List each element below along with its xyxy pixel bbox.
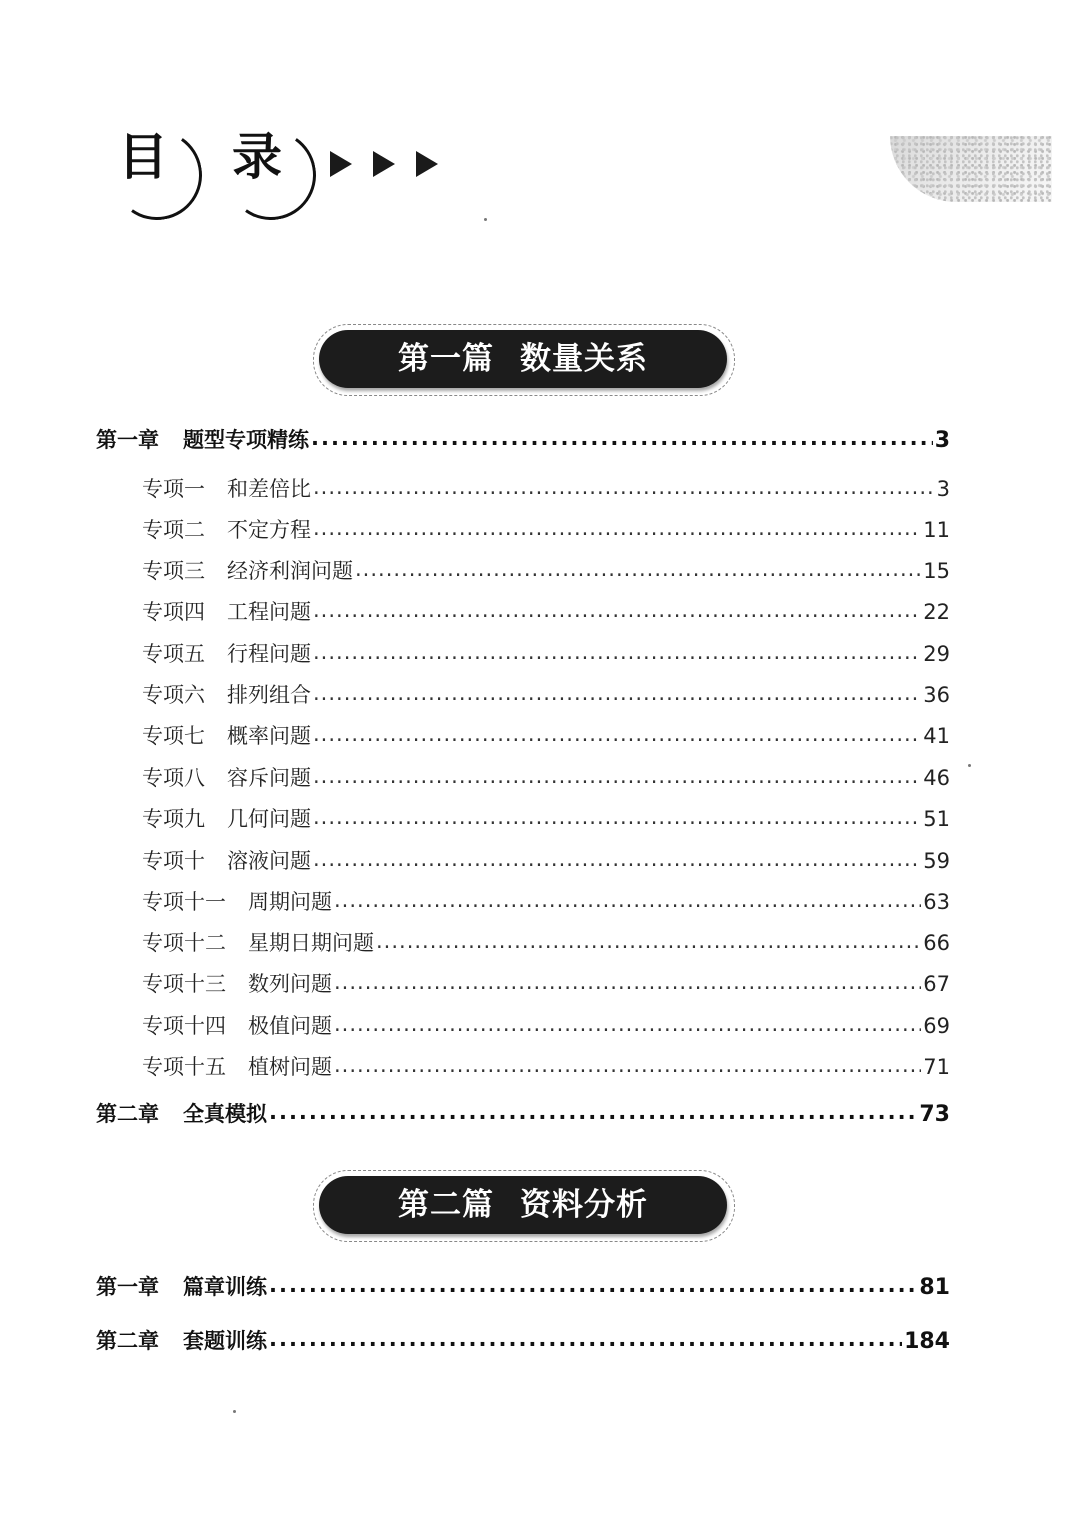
page-number: 69	[923, 1014, 950, 1038]
toc-item-row[interactable]	[142, 596, 950, 626]
toc-chapter-row[interactable]	[96, 424, 950, 454]
chapter-number: 第二章	[96, 1102, 159, 1126]
page-number: 71	[923, 1055, 950, 1079]
part-banner	[313, 324, 735, 396]
toc-item-row[interactable]	[142, 1010, 950, 1040]
toc-item-row[interactable]	[142, 1051, 950, 1081]
page-number: 184	[904, 1329, 950, 1354]
part-number: 第二篇	[398, 1187, 494, 1223]
dot-leader	[313, 805, 921, 829]
item-number: 专项十一	[142, 890, 226, 914]
item-number: 专项六	[142, 683, 205, 707]
item-number: 专项十五	[142, 1055, 226, 1079]
chapter-title: 篇章训练	[183, 1275, 267, 1299]
dot-leader	[313, 764, 921, 788]
item-number: 专项十四	[142, 1014, 226, 1038]
dot-leader	[376, 929, 921, 953]
page-number: 73	[919, 1102, 950, 1127]
toc-item-row[interactable]	[142, 514, 950, 544]
toc-item-row[interactable]	[142, 720, 950, 750]
toc-item-row[interactable]	[142, 803, 950, 833]
chapter-title: 题型专项精练	[183, 428, 309, 452]
part-banner-label	[319, 1176, 727, 1234]
corner-texture-decoration	[890, 136, 1052, 202]
page-number: 41	[923, 724, 950, 748]
page-number: 36	[923, 683, 950, 707]
item-title: 工程问题	[227, 600, 311, 624]
arrow-right-icon	[330, 151, 352, 177]
item-number: 专项七	[142, 724, 205, 748]
item-title: 行程问题	[227, 642, 311, 666]
page-number: 66	[923, 931, 950, 955]
page-number: 51	[923, 807, 950, 831]
part-banner-label	[319, 330, 727, 388]
toc-chapter-row[interactable]	[96, 1098, 950, 1128]
chapter-title: 全真模拟	[183, 1102, 267, 1126]
item-title: 几何问题	[227, 807, 311, 831]
item-title: 概率问题	[227, 724, 311, 748]
toc-item-row[interactable]	[142, 555, 950, 585]
item-title: 排列组合	[227, 683, 311, 707]
item-title: 周期问题	[248, 890, 332, 914]
chapter-number: 第一章	[96, 428, 159, 452]
dot-leader	[269, 1327, 902, 1351]
dot-leader	[334, 1053, 921, 1077]
item-number: 专项八	[142, 766, 205, 790]
scan-speck	[484, 218, 487, 221]
item-title: 数列问题	[248, 972, 332, 996]
page-number: 15	[923, 559, 950, 583]
scan-speck	[233, 1410, 236, 1413]
item-title: 不定方程	[227, 518, 311, 542]
arrow-right-icon	[373, 151, 395, 177]
part-banner	[313, 1170, 735, 1242]
item-title: 经济利润问题	[227, 559, 353, 583]
part-title: 数量关系	[520, 341, 648, 377]
toc-item-row[interactable]	[142, 762, 950, 792]
scan-speck	[968, 764, 971, 767]
page-title-char-2: 录	[232, 128, 282, 186]
dot-leader	[334, 970, 921, 994]
page-number: 3	[936, 477, 950, 501]
dot-leader	[334, 1012, 921, 1036]
page-number: 29	[923, 642, 950, 666]
toc-item-row[interactable]	[142, 927, 950, 957]
page-number: 81	[919, 1275, 950, 1300]
toc-chapter-row[interactable]	[96, 1271, 950, 1301]
part-title: 资料分析	[520, 1187, 648, 1223]
dot-leader	[313, 847, 921, 871]
chapter-number: 第二章	[96, 1329, 159, 1353]
item-number: 专项十三	[142, 972, 226, 996]
dot-leader	[334, 888, 921, 912]
page-number: 11	[923, 518, 950, 542]
item-title: 和差倍比	[227, 477, 311, 501]
item-title: 星期日期问题	[248, 931, 374, 955]
toc-item-row[interactable]	[142, 473, 950, 503]
dot-leader	[269, 1273, 917, 1297]
dot-leader	[269, 1100, 917, 1124]
dot-leader	[313, 475, 935, 499]
chapter-number: 第一章	[96, 1275, 159, 1299]
part-number: 第一篇	[398, 341, 494, 377]
item-number: 专项四	[142, 600, 205, 624]
item-number: 专项九	[142, 807, 205, 831]
page-number: 46	[923, 766, 950, 790]
page-number: 59	[923, 849, 950, 873]
toc-item-row[interactable]	[142, 679, 950, 709]
toc-item-row[interactable]	[142, 845, 950, 875]
dot-leader	[313, 516, 921, 540]
toc-item-row[interactable]	[142, 968, 950, 998]
item-number: 专项十	[142, 849, 205, 873]
dot-leader	[313, 722, 921, 746]
item-number: 专项三	[142, 559, 205, 583]
dot-leader	[313, 640, 921, 664]
page-number: 67	[923, 972, 950, 996]
toc-item-row[interactable]	[142, 886, 950, 916]
item-title: 溶液问题	[227, 849, 311, 873]
item-title: 容斥问题	[227, 766, 311, 790]
item-title: 植树问题	[248, 1055, 332, 1079]
dot-leader	[311, 426, 933, 450]
item-number: 专项一	[142, 477, 205, 501]
page-title-char-1: 目	[118, 128, 168, 186]
dot-leader	[313, 598, 921, 622]
item-number: 专项十二	[142, 931, 226, 955]
chapter-title: 套题训练	[183, 1329, 267, 1353]
arrow-right-icon	[416, 151, 438, 177]
dot-leader	[313, 681, 921, 705]
item-number: 专项二	[142, 518, 205, 542]
page-number: 63	[923, 890, 950, 914]
page-number: 3	[934, 428, 950, 453]
item-title: 极值问题	[248, 1014, 332, 1038]
item-number: 专项五	[142, 642, 205, 666]
page-number: 22	[923, 600, 950, 624]
dot-leader	[355, 557, 921, 581]
toc-item-row[interactable]	[142, 638, 950, 668]
toc-chapter-row[interactable]	[96, 1325, 950, 1355]
